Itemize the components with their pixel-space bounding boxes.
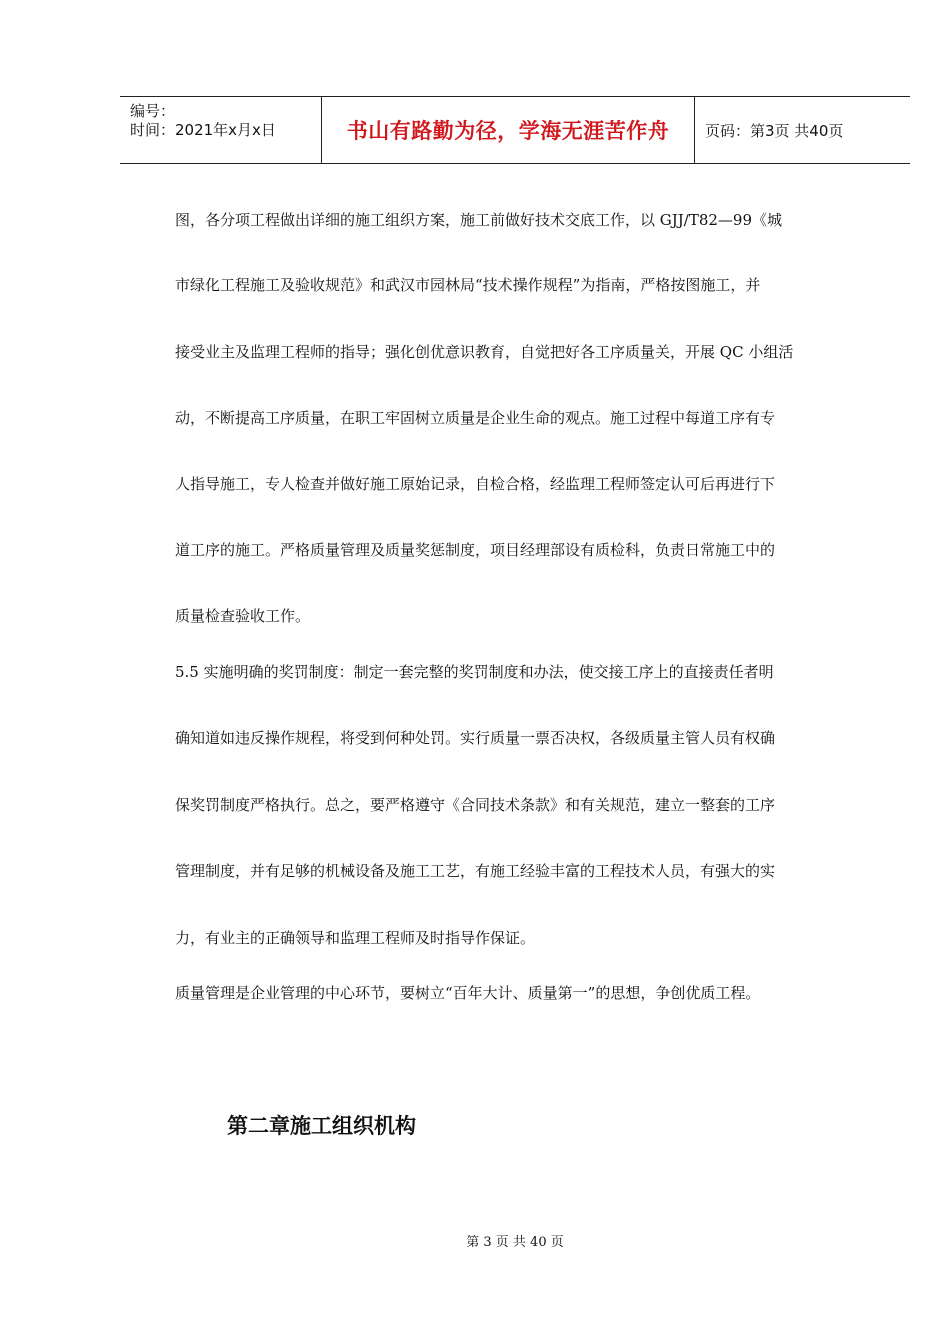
body-line: 管理制度，并有足够的机械设备及施工工艺，有施工经验丰富的工程技术人员，有强大的实 (175, 862, 776, 880)
chapter-heading: 第二章施工组织机构 (227, 1114, 416, 1138)
serial-number-label: 编号： (130, 102, 176, 120)
body-line: 市绿化工程施工及验收规范》和武汉市园林局“技术操作规程”为指南，严格按图施工，并 (175, 276, 761, 294)
date-label: 时间：2021年x月x日 (130, 121, 276, 139)
page-header (120, 96, 910, 164)
body-line: 质量管理是企业管理的中心环节，要树立“百年大计、质量第一”的思想，争创优质工程。 (175, 984, 761, 1002)
body-line: 质量检查验收工作。 (175, 607, 311, 625)
body-line: 动，不断提高工序质量，在职工牢固树立质量是企业生命的观点。施工过程中每道工序有专 (175, 409, 776, 427)
body-line: 确知道如违反操作规程，将受到何种处罚。实行质量一票否决权，各级质量主管人员有权确 (175, 729, 776, 747)
header-motto-cell (321, 97, 695, 163)
page-footer: 第 3 页 共 40 页 (466, 1235, 564, 1250)
body-line: 保奖罚制度严格执行。总之，要严格遵守《合同技术条款》和有关规范，建立一整套的工序 (175, 796, 776, 814)
body-line: 道工序的施工。严格质量管理及质量奖惩制度，项目经理部设有质检科，负责日常施工中的 (175, 541, 776, 559)
body-line: 图，各分项工程做出详细的施工组织方案，施工前做好技术交底工作，以 GJJ/T82—99《城 (175, 211, 783, 229)
body-line: 人指导施工，专人检查并做好施工原始记录，自检合格，经监理工程师签定认可后再进行下 (175, 475, 776, 493)
body-line: 力，有业主的正确领导和监理工程师及时指导作保证。 (175, 929, 536, 947)
body-line: 5.5 实施明确的奖罚制度：制定一套完整的奖罚制度和办法，使交接工序上的直接责任者明 (175, 663, 774, 681)
body-line: 接受业主及监理工程师的指导；强化创优意识教育，自觉把好各工序质量关，开展 QC 小组活 (175, 343, 794, 361)
header-page-cell (695, 97, 910, 163)
page-code: 页码：第3页 共40页 (705, 121, 844, 140)
motto-text: 书山有路勤为径，学海无涯苦作舟 (346, 119, 670, 143)
header-info-cell (120, 97, 321, 163)
